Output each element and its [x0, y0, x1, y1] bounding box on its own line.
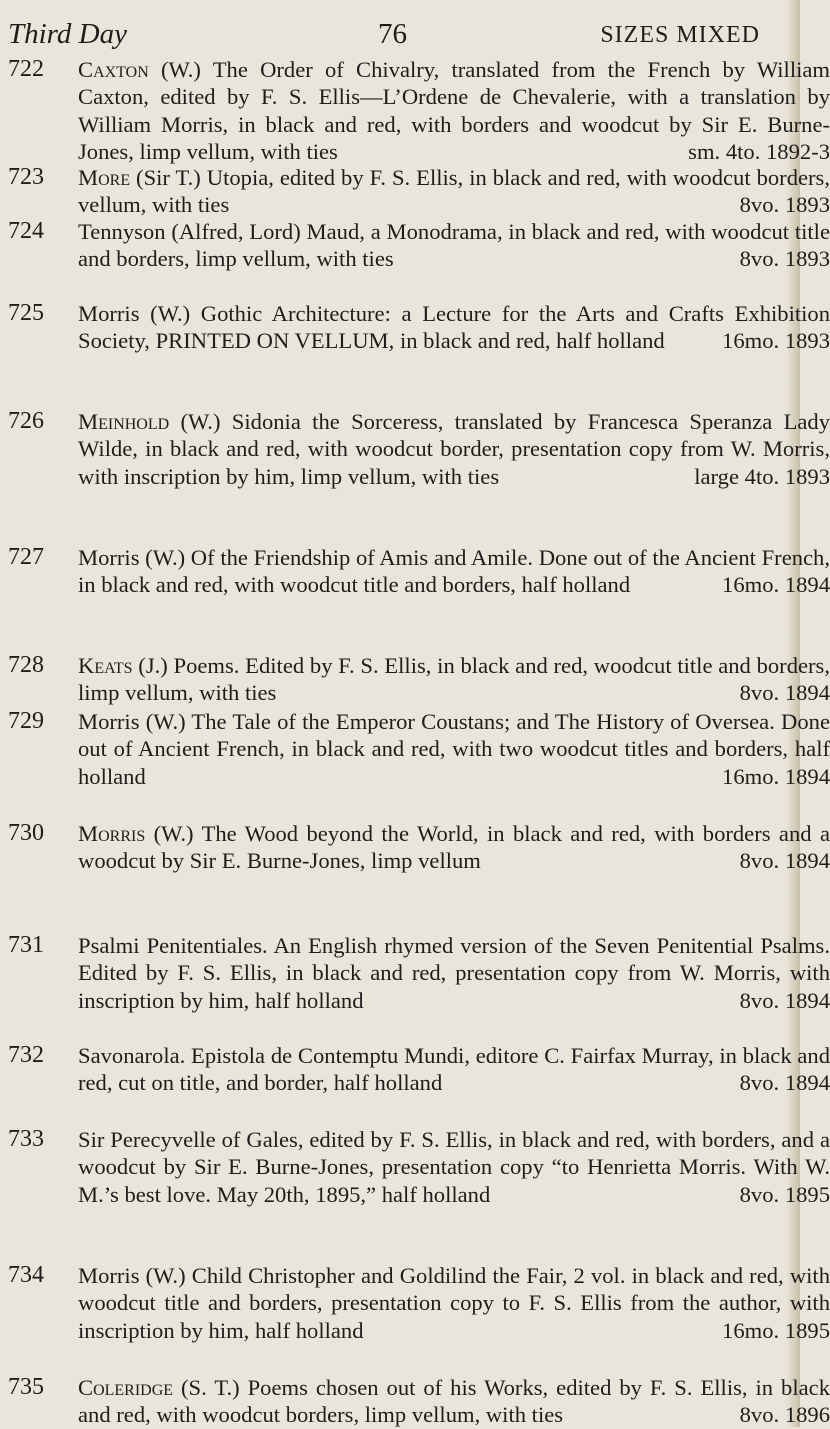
- author-heading: Meinhold: [78, 409, 170, 434]
- catalogue-entry: [8, 56, 830, 166]
- entry-description: [78, 1374, 830, 1429]
- lot-number: 728: [8, 652, 44, 678]
- lot-number: 731: [8, 932, 44, 958]
- entry-text: Sir Perecyvelle of Gales, edited by F. S. Ellis, in black and red, with borders, and a woodcut by Sir E. Burne-Jones, presentation copy “to Henrietta Morris. With W. M.’s best love. May 20th, 1895,” half holland: [78, 1127, 830, 1207]
- entry-description: [78, 544, 830, 599]
- lot-number: 723: [8, 164, 44, 190]
- entry-text: Psalmi Penitentiales. An English rhymed version of the Seven Penitential Psalms. Edited by F. S. Ellis, in black and red, presentation copy from W. Morris, with inscription by him, half holland: [78, 933, 830, 1013]
- lot-number: 735: [8, 1374, 44, 1400]
- page-header: [8, 18, 760, 58]
- page-number: 76: [378, 18, 407, 50]
- catalogue-entry: [8, 218, 830, 273]
- lot-number: 733: [8, 1126, 44, 1152]
- catalogue-entry: [8, 164, 830, 219]
- lot-number: 726: [8, 408, 44, 434]
- entry-text: Morris (W.) The Tale of the Emperor Coustans; and The History of Oversea. Done out of Ancient French, in black and red, with two woodcut titles and borders, half holland: [78, 709, 830, 789]
- entry-text: Morris (W.) Gothic Architecture: a Lecture for the Arts and Crafts Exhibition Society, PRINTED ON VELLUM, in black and red, half holland: [78, 301, 830, 354]
- entry-description: [78, 820, 830, 875]
- author-heading: Caxton: [78, 57, 149, 82]
- book-size-and-date: 8vo. 1894: [739, 680, 830, 706]
- lot-number: 724: [8, 218, 44, 244]
- entry-description: [78, 56, 830, 166]
- catalogue-entry: [8, 1126, 830, 1208]
- book-size-and-date: 16mo. 1894: [722, 763, 830, 789]
- entry-text: (W.) The Order of Chivalry, translated from the French by William Caxton, edited by F. S. Ellis—L’Ordene de Chevalerie, with a translation by William Morris, in black and red, with borders and woodcut by Sir E. Burne-Jones, limp vellum, with ties: [78, 57, 830, 165]
- entry-description: [78, 652, 830, 707]
- book-size-and-date: 8vo. 1893: [739, 246, 830, 272]
- entry-description: [78, 218, 830, 273]
- day-heading: Third Day: [8, 18, 127, 50]
- entry-text: Tennyson (Alfred, Lord) Maud, a Monodrama, in black and red, with woodcut title and borders, limp vellum, with ties: [78, 219, 830, 272]
- author-heading: Morris: [78, 821, 146, 846]
- book-size-and-date: 8vo. 1894: [739, 1070, 830, 1096]
- entry-description: [78, 408, 830, 490]
- entry-text: Morris (W.) Of the Friendship of Amis and Amile. Done out of the Ancient French, in black and red, with woodcut title and borders, half holland: [78, 545, 830, 598]
- book-size-and-date: 8vo. 1894: [739, 848, 830, 874]
- catalogue-entry: [8, 1374, 830, 1429]
- book-size-and-date: 16mo. 1895: [722, 1317, 830, 1343]
- book-size-and-date: 16mo. 1893: [722, 328, 830, 354]
- author-heading: Keats: [78, 653, 133, 678]
- entry-description: [78, 300, 830, 355]
- book-size-and-date: 8vo. 1895: [739, 1181, 830, 1207]
- entry-text: (Sir T.) Utopia, edited by F. S. Ellis, in black and red, with woodcut borders, vellum, with ties: [78, 165, 830, 218]
- catalogue-entry: [8, 408, 830, 490]
- catalogue-entry: [8, 1262, 830, 1344]
- book-size-and-date: 8vo. 1896: [739, 1402, 830, 1428]
- entry-description: [78, 164, 830, 219]
- lot-number: 734: [8, 1262, 44, 1288]
- catalogue-entry: [8, 544, 830, 599]
- section-heading: SIZES MIXED: [600, 22, 760, 48]
- lot-number: 732: [8, 1042, 44, 1068]
- entry-text: (W.) Sidonia the Sorceress, translated by Francesca Speranza Lady Wilde, in black and red, with woodcut border, presentation copy from W. Morris, with inscription by him, limp vellum, with ties: [78, 409, 830, 489]
- catalogue-entry: [8, 300, 830, 355]
- entry-text: Savonarola. Epistola de Contemptu Mundi, editore C. Fairfax Murray, in black and red, cut on title, and border, half holland: [78, 1043, 830, 1096]
- entry-text: (J.) Poems. Edited by F. S. Ellis, in black and red, woodcut title and borders, limp vellum, with ties: [78, 653, 830, 706]
- entry-text: Morris (W.) Child Christopher and Goldilind the Fair, 2 vol. in black and red, with woodcut title and borders, presentation copy to F. S. Ellis from the author, with inscription by him, half holland: [78, 1263, 830, 1343]
- book-size-and-date: 16mo. 1894: [722, 572, 830, 598]
- entry-description: [78, 1262, 830, 1344]
- entry-text: (W.) The Wood beyond the World, in black and red, with borders and a woodcut by Sir E. Burne-Jones, limp vellum: [78, 821, 830, 874]
- lot-number: 722: [8, 56, 44, 82]
- entry-description: [78, 708, 830, 790]
- entry-description: [78, 1126, 830, 1208]
- catalogue-entry: [8, 820, 830, 875]
- lot-number: 729: [8, 708, 44, 734]
- book-size-and-date: large 4to. 1893: [694, 463, 830, 489]
- author-heading: Coleridge: [78, 1375, 174, 1400]
- catalogue-entry: [8, 708, 830, 790]
- catalogue-entry: [8, 652, 830, 707]
- catalogue-entry: [8, 932, 830, 1014]
- catalogue-entry: [8, 1042, 830, 1097]
- lot-number: 727: [8, 544, 44, 570]
- book-size-and-date: sm. 4to. 1892-3: [688, 139, 830, 165]
- lot-number: 725: [8, 300, 44, 326]
- book-size-and-date: 8vo. 1893: [739, 192, 830, 218]
- entry-description: [78, 932, 830, 1014]
- entry-description: [78, 1042, 830, 1097]
- entry-text: (S. T.) Poems chosen out of his Works, edited by F. S. Ellis, in black and red, with woodcut borders, limp vellum, with ties: [78, 1375, 830, 1428]
- lot-number: 730: [8, 820, 44, 846]
- author-heading: More: [78, 165, 131, 190]
- book-size-and-date: 8vo. 1894: [739, 987, 830, 1013]
